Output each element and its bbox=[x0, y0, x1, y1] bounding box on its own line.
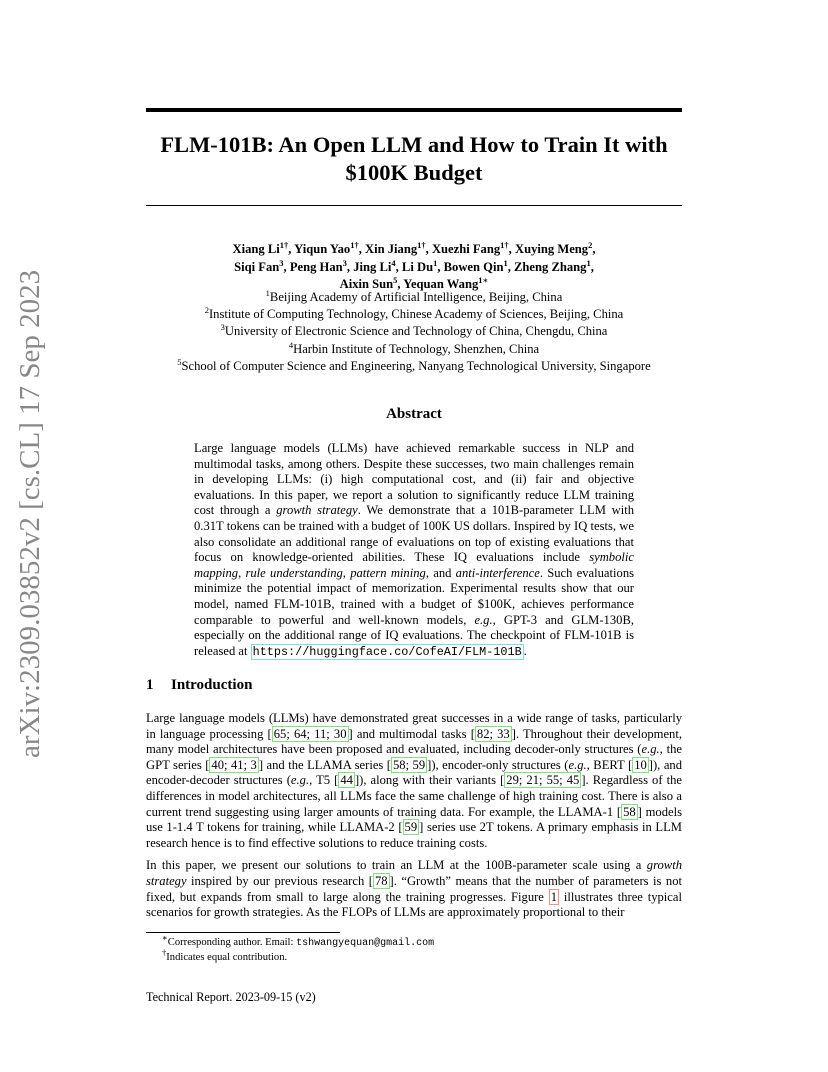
author-name: Zheng Zhang bbox=[514, 259, 587, 274]
footnotes bbox=[146, 932, 682, 965]
citation-link[interactable]: 58 bbox=[623, 804, 636, 819]
abstract-body bbox=[194, 441, 634, 660]
citation-link[interactable]: 82; 33 bbox=[476, 726, 510, 741]
author-sep: , bbox=[358, 242, 365, 256]
body-text: BERT [ bbox=[589, 757, 633, 772]
section-number: 1 bbox=[146, 677, 154, 693]
body-text: Large language models (LLMs) have demonstrated great successes in a wide range of tasks, particularly in language processing [ bbox=[146, 711, 682, 741]
paper-title bbox=[146, 131, 682, 187]
author-sep: , bbox=[283, 259, 290, 274]
body-text: ]), and encoder-decoder structures ( bbox=[146, 757, 682, 788]
body-text: ]. “Growth” means that the number of parameters is not fixed, but expands from small to large along the training progresses. Figure bbox=[146, 873, 682, 904]
author-mark: 4 bbox=[391, 257, 396, 268]
body-emphasis: e.g., bbox=[290, 773, 313, 788]
footnote-rule bbox=[146, 932, 340, 933]
body-text: ]), along with their variants [ bbox=[354, 773, 505, 788]
author-mark: 2 bbox=[588, 239, 593, 250]
author-mark: 1∗ bbox=[478, 274, 489, 285]
affiliation-mark: 3 bbox=[220, 322, 225, 333]
figure-ref-link[interactable]: 1 bbox=[550, 889, 558, 904]
citation-link[interactable]: 29; 21; 55; 45 bbox=[506, 773, 580, 788]
affiliation-mark: 5 bbox=[177, 356, 182, 367]
abstract-emphasis: symbolic mapping bbox=[194, 550, 634, 580]
author-name: Peng Han bbox=[289, 259, 343, 274]
author-name: Xiang Li bbox=[232, 242, 280, 256]
abstract-text: , and bbox=[425, 565, 456, 580]
abstract-emphasis: e.g., bbox=[474, 612, 496, 627]
author-name: Yequan Wang bbox=[403, 277, 479, 291]
arxiv-side-stamp: arXiv:2309.03852v2 [cs.CL] 17 Sep 2023 bbox=[14, 269, 46, 758]
author-line bbox=[146, 259, 682, 277]
body-text: ] and the LLAMA series [ bbox=[258, 757, 391, 772]
affiliation bbox=[146, 306, 682, 323]
affiliation-text: University of Electronic Science and Technology of China, Chengdu, China bbox=[224, 324, 608, 339]
author-line bbox=[146, 241, 682, 259]
author-sep: , bbox=[395, 259, 402, 274]
author-name: Xuezhi Fang bbox=[431, 242, 501, 256]
abstract-emphasis: anti-interference bbox=[455, 565, 540, 580]
footnote-mark: ∗ bbox=[162, 932, 168, 943]
author-sep: , bbox=[425, 242, 432, 256]
author-name: Aixin Sun bbox=[339, 277, 394, 291]
title-bottom-rule bbox=[146, 205, 682, 206]
author-name: Li Du bbox=[401, 259, 434, 274]
body-text: inspired by our previous research [ bbox=[186, 873, 373, 888]
abstract-emphasis: growth strategy bbox=[276, 503, 358, 518]
body-text: ]), encoder-only structures ( bbox=[427, 757, 569, 772]
author-name: Jing Li bbox=[353, 259, 392, 274]
abstract-text: Large language models (LLMs) have achieved remarkable success in NLP and multimodal tasks, among others. Despite these successes, two main challenges remain in developing LLMs: (i) high computational cost, and (ii) fair and objective evaluations. In this paper, we report a solution to significantly reduce LLM training cost through a bbox=[194, 441, 634, 518]
body-text: ]. Throughout their development, many model architectures have been proposed and evaluated, including decoder-only structures ( bbox=[146, 726, 682, 757]
citation-link[interactable]: 58; 59 bbox=[392, 757, 426, 772]
author-mark: 1† bbox=[500, 239, 509, 250]
author-name: Siqi Fan bbox=[234, 259, 280, 274]
citation-link[interactable]: 65; 64; 11; 30 bbox=[273, 726, 347, 741]
section-title: Introduction bbox=[171, 677, 253, 693]
author-sep: , bbox=[437, 259, 444, 274]
title-top-rule bbox=[146, 108, 682, 112]
footnote-text: Corresponding author. Email: bbox=[167, 937, 297, 948]
author-mark: 3 bbox=[342, 257, 347, 268]
author-sep: , bbox=[507, 259, 515, 274]
affiliation-text: Harbin Institute of Technology, Shenzhen, China bbox=[293, 341, 540, 356]
author-sep: , bbox=[397, 277, 404, 291]
citation-link[interactable]: 44 bbox=[340, 773, 353, 788]
author-name: Bowen Qin bbox=[443, 259, 504, 274]
citation-link[interactable]: 40; 41; 3 bbox=[211, 757, 257, 772]
body-text: ] and multimodal tasks [ bbox=[348, 726, 475, 741]
affiliation-mark: 4 bbox=[288, 339, 294, 350]
checkpoint-url-link[interactable]: https://huggingface.co/CofeAI/FLM-101B bbox=[252, 644, 522, 659]
affiliation-text: School of Computer Science and Engineering, Nanyang Technological University, Singapore bbox=[181, 358, 651, 373]
abstract-text: GPT-3 and GLM-130B, especially on the additional range of IQ evaluations. The checkpoint of FLM-101B is released at bbox=[194, 612, 634, 658]
affiliation-mark: 1 bbox=[265, 287, 270, 298]
citation-link[interactable]: 78 bbox=[374, 873, 388, 888]
introduction-body bbox=[146, 711, 682, 928]
author-sep: , bbox=[508, 242, 515, 256]
footnote-text: Indicates equal contribution. bbox=[166, 952, 288, 963]
body-text: ]. Regardless of the differences in model architectures, all LLMs face the same challenge of high training cost. There is also a current trend suggesting using larger amounts of training data. For example, the LLAMA-1 [ bbox=[146, 773, 682, 819]
affiliation-mark: 2 bbox=[204, 305, 209, 316]
footnote-corresponding bbox=[146, 932, 682, 951]
footnote-mark: † bbox=[162, 947, 167, 958]
title-line-1: FLM-101B: An Open LLM and How to Train It with bbox=[160, 132, 668, 157]
abstract-text: , bbox=[342, 565, 351, 580]
author-mark: 1 bbox=[586, 257, 591, 268]
body-emphasis: e.g., bbox=[568, 757, 590, 772]
body-text: the GPT series [ bbox=[146, 742, 682, 772]
body-text: illustrates three typical scenarios for growth strategies. As the FLOPs of LLMs are approximately proportional to their bbox=[146, 889, 682, 920]
citation-link[interactable]: 10 bbox=[634, 757, 647, 772]
abstract-text: . We demonstrate that a 101B-parameter LLM with 0.31T tokens can be trained with a budget of 100K US dollars. Inspired by IQ tests, we also consolidate an additional range of evaluations on top of existing evaluations that focus on knowledge-oriented abilities. These IQ evaluations include bbox=[194, 503, 635, 565]
footnote-equal-contribution bbox=[146, 947, 682, 965]
author-mark: 1† bbox=[417, 239, 426, 250]
affiliation-text: Beijing Academy of Artificial Intelligence, Beijing, China bbox=[269, 290, 563, 304]
author-mark: 3 bbox=[279, 257, 284, 268]
body-text: ] series use 2T tokens. A primary emphasis in LLM research hence is to find effective solutions to reduce training costs. bbox=[146, 820, 682, 850]
body-text: In this paper, we present our solutions to train an LLM at the 100B-parameter scale using a bbox=[146, 858, 647, 873]
author-mark: 1† bbox=[350, 239, 359, 250]
body-emphasis: e.g., bbox=[641, 742, 663, 757]
body-text: ] models use 1-1.4 T tokens for training, while LLAMA-2 [ bbox=[146, 804, 682, 835]
author-list bbox=[146, 241, 682, 294]
corresponding-email: tshwangyequan@gmail.com bbox=[296, 938, 435, 949]
report-info: Technical Report. 2023-09-15 (v2) bbox=[146, 990, 316, 1004]
intro-paragraph-1 bbox=[146, 711, 682, 851]
citation-link[interactable]: 59 bbox=[404, 820, 418, 835]
author-sep: , bbox=[590, 259, 594, 274]
intro-paragraph-2 bbox=[146, 858, 682, 920]
abstract-text: , bbox=[238, 565, 246, 580]
affiliation bbox=[146, 358, 682, 375]
title-line-2: $100K Budget bbox=[345, 160, 483, 185]
body-emphasis: growth strategy bbox=[146, 858, 682, 888]
author-name: Xin Jiang bbox=[365, 242, 418, 256]
abstract-text: . bbox=[523, 643, 527, 658]
affiliation-list bbox=[146, 289, 682, 375]
author-sep: , bbox=[592, 242, 596, 256]
affiliation-text: Institute of Computing Technology, Chinese Academy of Sciences, Beijing, China bbox=[208, 307, 624, 322]
author-name: Yiqun Yao bbox=[294, 242, 351, 256]
author-name: Xuying Meng bbox=[514, 242, 589, 256]
abstract-emphasis: pattern mining bbox=[350, 565, 426, 580]
affiliation bbox=[146, 341, 682, 358]
body-text: T5 [ bbox=[312, 773, 339, 788]
author-mark: 1† bbox=[279, 239, 289, 250]
affiliation bbox=[146, 323, 682, 340]
abstract-emphasis: rule understanding bbox=[245, 565, 343, 580]
author-sep: , bbox=[346, 259, 354, 274]
abstract-heading: Abstract bbox=[386, 406, 442, 422]
author-mark: 1 bbox=[503, 257, 508, 268]
author-mark: 1 bbox=[433, 257, 438, 268]
section-heading-introduction bbox=[146, 676, 252, 694]
abstract-text: . Such evaluations minimize the potential impact of memorization. Experimental results show that our model, named FLM-101B, trained with a budget of $100K, achieves performance comparable to powerful and well-known models, bbox=[194, 565, 635, 627]
affiliation bbox=[146, 289, 682, 306]
author-mark: 5 bbox=[393, 274, 398, 285]
author-sep: , bbox=[288, 242, 295, 256]
